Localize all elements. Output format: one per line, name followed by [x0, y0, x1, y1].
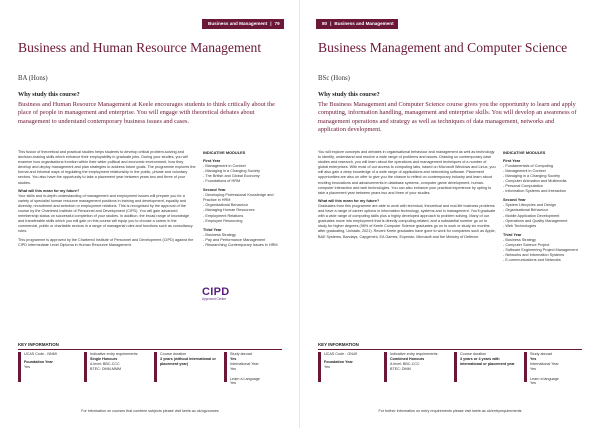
page-number: 79: [274, 21, 280, 26]
module-item: - Researching Contemporary Issues in HRM: [203, 242, 278, 247]
header-separator: |: [330, 21, 332, 26]
key-value: Foundation Year: [24, 359, 53, 364]
module-item: - Web Technologies: [503, 223, 537, 228]
key-extra: International Year Yes Learn a language Yes: [530, 361, 559, 386]
key-extra: Yes: [24, 364, 31, 369]
module-item: - Management in Context: [203, 164, 246, 169]
key-cell-ucas: [18, 352, 78, 396]
year-label: Second Year: [503, 198, 526, 203]
marker-icon: [84, 352, 87, 382]
page-number: 80: [322, 21, 328, 26]
degree-type: BSc (Hons): [318, 75, 350, 82]
why-study-text: Business and Human Resource Management at Keele encourages students to think critically about the place of people in management and enterprise. You will engage with theoretical debates about management to understand contemporary business issues and cases.: [18, 101, 275, 125]
key-information-row: [318, 352, 584, 398]
body-paragraph: Your skills and in-depth understanding of management and employment issues will prepare you for a variety of specialist human resource management positions in training and development, equality and diversity, recruitment and selection or employment relations. This is recognised by the approval of the course by the Chartered Institute of Personnel and Development (CIPD). You will gain advanced membership status on successful completion of your studies. In addition, the broad range of knowledge and transferable skills which you will gain on this course will equip you to choose a career in the commercial, public or charitable sectors in a range of managerial roles and functions such as consultancy roles.: [18, 193, 193, 234]
key-information-row: [18, 352, 284, 398]
right-page: [300, 0, 600, 428]
module-item: - Information Systems and Interaction: [503, 189, 567, 194]
indicative-modules: [503, 150, 587, 263]
key-label: Indicative entry requirements:: [390, 352, 439, 356]
degree-type: BA (Hons): [18, 75, 48, 82]
module-item: - Employment Relations: [203, 213, 244, 218]
course-description: [18, 150, 196, 251]
module-item: - Fundamentals of Computing: [503, 164, 554, 169]
key-cell-abroad: [524, 352, 582, 396]
key-extra: A level: BBC-CCC BTEC: DMM: [390, 361, 420, 371]
key-cell-entry: [84, 352, 148, 396]
module-item: - Operations and Quality Management: [503, 218, 568, 223]
header-section: Business and Management: [334, 21, 394, 26]
body-paragraph: This fusion of theoretical and practical studies helps students to develop critical problem-solving and decision-making skills which enhance their employability in graduate jobs. During your studies, you will examine how organisations function within their wider political and economic environment, how they develop and deploy management and plan strategies to address future goals. The programme explores the formal and informal ways of regulating the employment relationship in the public, private and voluntary sectors. You also have the opportunity to take a placement year between years two and three of your studies.: [18, 150, 196, 185]
cipd-subtitle: Approved Centre: [202, 297, 227, 301]
header-section: Business and Management: [208, 21, 268, 26]
module-item: - Business Strategy: [503, 237, 536, 242]
module-item: - Computer Science Project: [503, 242, 550, 247]
indicative-modules: [203, 150, 287, 248]
module-item: - Organisational Behaviour: [503, 208, 548, 213]
key-label: Course duration: [160, 352, 187, 356]
modules-heading: INDICATIVE MODULES: [203, 150, 246, 155]
module-item: - Business Strategy: [203, 232, 236, 237]
year-label: First Year: [503, 159, 521, 164]
key-label: Study abroad: [530, 352, 552, 356]
module-item: - Developing Professional Knowledge and Practice in HRM: [203, 193, 274, 203]
course-title: Business and Human Resource Management: [18, 40, 262, 55]
marker-icon: [154, 352, 157, 382]
cipd-logo: [202, 286, 229, 301]
body-paragraph: Graduates from this programme are able to work with technical, theoretical and real-life business problems and have a range of career options in information technology, systems and in management. You’ll graduate with a wide range of computing skills plus a highly developed approach to problem solving. Many of our graduates move into employment that is directly computing-related, and a substantial number go on to study for higher degrees (96% of Keele Computer Science graduates go on to work or study six months after graduating, Unistats, 2021). Recent Keele graduates have gone to work for companies such as Apple, BAE Systems, Barclays, Capgemini, EA Games, Experian, Microsoft and the Ministry of Defence.: [318, 203, 496, 239]
module-item: - Management in Context: [503, 169, 546, 174]
key-cell-abroad: [224, 352, 282, 396]
marker-icon: [18, 352, 21, 382]
course-description: [318, 150, 496, 243]
cipd-wordmark: CIPD: [202, 286, 230, 298]
page-header-bar: [316, 19, 398, 29]
key-information-heading: KEY INFORMATION: [18, 342, 59, 347]
marker-icon: [524, 352, 527, 382]
key-extra: A level: BBC-CCC BTEC: DMM-MMM: [90, 361, 122, 371]
key-cell-ucas: [318, 352, 378, 396]
module-item: - Mobile Application Development: [503, 213, 560, 218]
marker-icon: [318, 352, 321, 382]
key-value: Combined Honours: [390, 356, 425, 361]
future-heading: What will this mean for my future?: [18, 188, 80, 193]
module-item: - Foundations of HRM: [203, 179, 241, 184]
module-item: - Software Engineering Project Management: [503, 247, 578, 252]
marker-icon: [454, 352, 457, 382]
divider: [18, 349, 282, 350]
year-label: Third Year: [503, 232, 522, 237]
marker-icon: [224, 352, 227, 382]
module-item: - The British and Global Economy: [203, 174, 260, 179]
key-value: 3 years or 4 years with international or placement year: [460, 356, 515, 366]
modules-heading: INDICATIVE MODULES: [503, 150, 546, 155]
module-item: - Computer Animation and Multimedia: [503, 179, 567, 184]
key-value: Single Honours: [90, 356, 118, 361]
key-value: Yes: [530, 356, 537, 361]
key-value: 3 years (without international or placement year): [160, 356, 216, 366]
key-label: Indicative entry requirements:: [90, 352, 139, 356]
divider: [318, 349, 582, 350]
module-item: - Personal Computation: [503, 184, 543, 189]
key-label: UCAS Code - NN69: [24, 352, 57, 356]
key-extra: International Year Yes Learn a Language Yes: [230, 361, 260, 386]
key-extra: Yes: [324, 364, 331, 369]
future-heading: What will this mean for my future?: [318, 198, 380, 203]
module-item: - Managing in a Changing Society: [503, 174, 560, 179]
module-item: - Networks and Information Systems: [503, 252, 565, 257]
why-study-text: The Business Management and Computer Science course gives you the opportunity to learn and apply computing, information handling, management and enterprise skills. You will develop an awareness of management operations and strategy as well as techniques of data management, networks and application development.: [318, 101, 577, 134]
year-label: First Year: [203, 159, 221, 164]
year-label: Second Year: [203, 188, 226, 193]
footer-link[interactable]: For further information on entry requirements please visit keele.ac.uk/entryrequirements: [378, 409, 522, 413]
why-study-heading: Why study this course?: [318, 91, 380, 98]
module-item: - Pay and Performance Management: [203, 237, 266, 242]
key-cell-duration: [154, 352, 218, 396]
body-paragraph: This programme is approved by the Chartered Institute of Personnel and Development (CIPD) against the CIPD Intermediate Level Diploma in Human Resource Management.: [18, 237, 194, 247]
year-label: Third Year: [203, 227, 222, 232]
module-item: - Organisational Behaviour: [203, 203, 248, 208]
key-label: Course duration: [460, 352, 487, 356]
key-label: UCAS Code - GN49: [324, 352, 357, 356]
key-cell-duration: [454, 352, 518, 396]
module-item: - Managing Human Resources: [203, 208, 255, 213]
key-cell-entry: [384, 352, 448, 396]
why-study-heading: Why study this course?: [18, 91, 80, 98]
module-item: - System Lifecycles and Design: [503, 203, 556, 208]
key-label: Study abroad: [230, 352, 252, 356]
key-value: Yes: [230, 356, 237, 361]
page-header-bar: [202, 19, 284, 29]
key-value: Foundation Year: [324, 359, 353, 364]
course-title: Business Management and Computer Science: [318, 40, 568, 55]
header-separator: |: [270, 21, 272, 26]
marker-icon: [384, 352, 387, 382]
module-item: - Managing in a Changing Society: [203, 169, 260, 174]
module-item: - E-communications and Networks: [503, 257, 561, 262]
module-item: - Employee Resourcing: [203, 218, 243, 223]
footer-link[interactable]: For information on courses that combine subjects please visit keele.ac.uk/ugcourses: [81, 409, 219, 413]
body-paragraph: You will explore concepts and debates in organisational behaviour and management as well as technology to identify, understand and resolve a wide range of problems and issues. Drawing on contemporary case studies and research, you will learn about the operations and management techniques of a number of global enterprises. With most of our access to computing labs, based on Microsoft Windows and Linux, you will also gain a deep knowledge of a wide range of applications and networking software. Placement opportunities are also on offer to give you the chance to reflect on contemporary industry and learn about exciting innovations and advancements in database systems, computer game development, human-computer interaction and web technologies. You can also enhance your practical experience by opting to take a placement year between years two and three of your studies.: [318, 150, 496, 195]
key-information-heading: KEY INFORMATION: [318, 342, 359, 347]
